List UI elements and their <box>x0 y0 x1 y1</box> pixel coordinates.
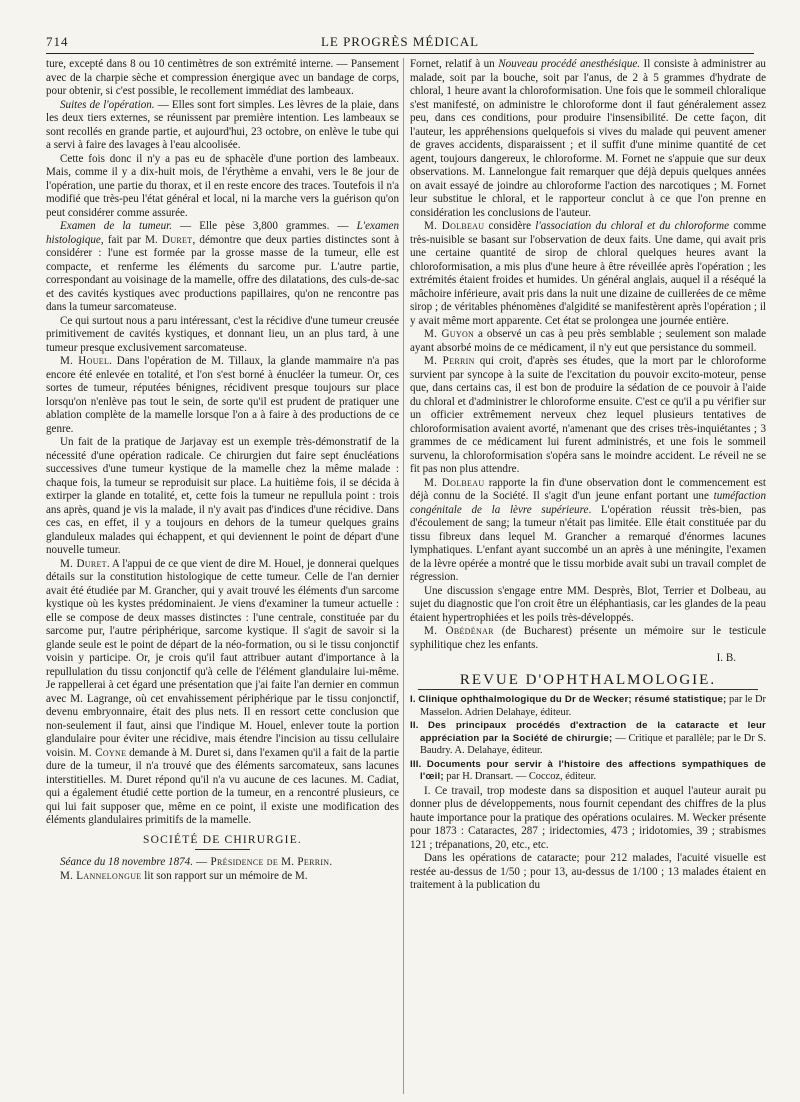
paragraph: ture, excepté dans 8 ou 10 centimètres de son extrémité interne. — Pansement avec de la charpie sèche et compression énergique avec un bandage de corps, pour obtenir, si c'est possible, le recollement immédiat des lambeaux. <box>46 58 399 97</box>
speaker-name: M. Perrin <box>424 355 475 367</box>
bibliography-item: II. Des principaux procédés d'extraction de la cataracte et leur appréciation par la Société de chirurgie; — Critique et parallèle; par le Dr S. Baudry. A. Delahaye, éditeur. <box>410 720 766 756</box>
paragraph: M. Dolbeau rapporte la fin d'une observation dont le commencement est déjà connu de la Société. Il s'agit d'un jeune enfant portant une tuméfaction congénitale de la lèvre supérieure. L'opération réussit très-bien, pas d'écoulement de sang; la tumeur n'était pas limitée. Elle était constituée par du tissu fibreux dans lequel M. Grancher a remarqué d'énormes lacunes lymphatiques. L'enfant ayant succombé un an après à une méningite, l'examen de la lèvre opérée a montré que le tissu morbide avait subi un travail complet de régression. <box>410 476 766 583</box>
paragraph: M. Houel. Dans l'opération de M. Tillaux, la glande mammaire n'a pas encore été enlevée en totalité, et l'on s'est borné à énucléer la tumeur. Or, ces sortes de tumeur, réputées bénignes, récidivent presque toujours sur place lorsqu'on n'enlève pas tout le sein, de sorte qu'il est prudent de pratiquer une ablation complète de la mamelle lorsque l'on a à faire à des productions de ce genre. <box>46 355 399 435</box>
paragraph: M. Dolbeau considère l'association du chloral et du chloroforme comme très-nuisible se basant sur l'observation de deux faits. Une dame, qui avait pris une certaine quantité de sirop de chloral quelques heures avant la chloroformisation, a mis plus d'une heure à être réveillée après l'opération ; les extrémités étaient froides et humides. Un général anglais, auquel il a réséqué la mâchoire inférieure, avait pris dans la nuit une dizaine de cuillerées de ce même sirop ; de véritables phénomènes d'algidité se manifestèrent après l'opération ; il y avait même mort apparente. Cet état se prolongea une journée entière. <box>410 220 766 327</box>
speaker-name: M. Duret <box>60 557 107 570</box>
speaker-name: M. Lannelongue <box>60 869 142 882</box>
paragraph: Ce qui surtout nous a paru intéressant, c'est la récidive d'une tumeur creusée primitivement de cavités kystiques, et donnant lieu, un an plus tard, à une tumeur presque exclusivement sarcomateuse. <box>46 314 399 354</box>
section-title-revue: REVUE D'OPHTHALMOLOGIE. <box>459 671 717 688</box>
bibliography-item: III. Documents pour servir à l'histoire des affections sympathiques de l'œil; par H. Dransart. — Coccoz, éditeur. <box>410 758 766 782</box>
speaker-name: M. Coyne <box>78 746 127 759</box>
speaker-name: M. Guyon <box>424 328 475 340</box>
paragraph: Examen de la tumeur. — Elle pèse 3,800 grammes. — L'examen histologique, fait par M. Duret, démontre que deux parties distinctes sont à considérer : l'une est formée par la grosse masse de la tumeur, elle est compacte, et renferme les éléments du sarcome pur. L'autre partie, correspondant au voisinage de la mamelle, offre des dilatations, des culs-de-sac et des cavités kystiques avec productions papillaires, qu'on ne rencontre pas dans la tumeur sarcomateuse. <box>46 220 399 313</box>
running-title: LE PROGRÈS MÉDICAL <box>320 34 480 49</box>
left-column <box>46 58 399 1094</box>
signature: I. B. <box>716 652 736 664</box>
section-rule <box>195 849 250 850</box>
paragraph: Fornet, relatif à un Nouveau procédé anesthésique. Il consiste à administrer au malade, soit par la bouche, soit par l'anus, de 2 à 5 grammes d'hydrate de chloral, 1 heure avant la chloroformisation. Une fois que le sommeil chloralique s'est manifesté, on administre le chloroforme dont il faut généralement assez peu, dans ces conditions, pour produire l'insensibilité. De cette façon, dit l'auteur, les appréhensions quelquefois si vives du malade qui peuvent amener de graves accidents, disparaissent ; et il suffit d'une minime quantité de cet agent, toujours dangereux, le chloroforme. M. Fornet ne s'appuie que sur deux observations. M. Lannelongue fait remarquer que déjà depuis quelques années on avait essayé de joindre au chloroforme l'action des narcotiques ; M. Fornet leur substitue le chloral, et le rapporteur conclut à ce que l'on prenne en considération les conclusions de l'auteur. <box>410 58 766 219</box>
section-rule <box>418 689 758 690</box>
column-divider <box>403 58 404 1094</box>
bibliography-item: I. Clinique ophthalmologique du Dr de Wecker; résumé statistique; par le Dr Masselon. Adrien Delahaye, éditeur. <box>410 694 766 718</box>
paragraph: M. Obédénar (de Bucharest) présente un mémoire sur le testicule syphilitique chez les enfants. <box>410 625 766 651</box>
paragraph: Dans les opérations de cataracte; pour 212 malades, l'acuité visuelle est restée au-dessus de 1/50 ; pour 13, au-dessus de 1/100 ; 13 malades étaient en traitement à la publication du <box>410 852 766 891</box>
paragraph: I. Ce travail, trop modeste dans sa disposition et auquel l'auteur aurait pu donner plus de développements, nous fournit cependant des chiffres de la plus haute importance pour la pratique des opérations oculaires. M. Wecker présente pour 1873 : Cataractes, 287 ; iridectomies, 473 ; iridotomies, 39 ; strabismes 121 ; trépanations, 20, etc., etc. <box>410 784 766 851</box>
author-name: Duret <box>162 233 193 246</box>
paragraph: Une discussion s'engage entre MM. Desprès, Blot, Terrier et Dolbeau, au sujet du diagnostic que l'on croit être un éléphantiasis, car les glandes de la peau étaient hypertrophiées et les poils très-développés. <box>410 584 766 624</box>
speaker-name: M. Dolbeau <box>424 476 485 489</box>
speaker-name: M. Houel <box>60 355 110 367</box>
paragraph: M. Duret. A l'appui de ce que vient de dire M. Houel, je donnerai quelques détails sur la constitution histologique de cette tumeur. Celle de l'an dernier avait été étudiée par M. Grancher, qui y avait trouvé les éléments d'un sarcome kystique où les kystes prédominaient. Je viens d'examiner la tumeur actuelle : elle se compose de deux masses distinctes : l'une centrale, constituée par du sarcome pur, l'autre périphérique, sarcome kystique. Il s'agit de savoir si la glande seule est le point de départ de la néo-formation, ou si le tissu conjonctif voisin y participe. Or, je crois qu'il faut attribuer autant d'importance à la repullulation du tissu conjonctif qu'à celle de l'élément glandulaire lui-même. Je rappellerai à cet égard une présentation que j'ai faite l'an dernier en commun avec M. Lagrange, où cet envahissement périphérique par le tissu conjonctif, devenu embryonnaire, était des plus nets. Il en ressort cette conclusion que non-seulement il faut, ainsi que l'indique M. Houel, enlever toute la portion glandulaire pour éviter une récidive, mais étendre l'incision au tissu cellulaire voisin. M. Coyne demande à M. Duret si, dans l'examen qu'il a fait de la partie dure de la tumeur, il n'a trouvé que des éléments sarcomateux, sans lacunes interstitielles. M. Duret répond qu'il n'a vu aucune de ces lacunes. M. Cadiat, qui a également étudié cette portion de la tumeur, en a rencontré plusieurs, ce qui lui fait supposer que, même en ce point, il existe une modification des éléments glandulaires primitifs de la mamelle. <box>46 557 399 826</box>
paragraph: M. Perrin qui croit, d'après ses études, que la mort par le chloroforme survient par syncope à la suite de l'excitation du pouvoir excito-moteur, pense que, dans certains cas, il est bon de produire la sédation de ce pouvoir à l'aide du chloral et d'administrer le chloroforme ensuite. C'est ce qu'il a pu vérifier sur un officier extrêmement nerveux chez lequel plusieurs tentatives de chloroformisation avaient avorté, n'amenant que des crises très-inquiétantes ; 3 grammes de ce médicament lui furent administrés, et une fois le sommeil survenu, la chloroformisation s'opéra sans le moindre accident. Le réveil ne se fit pas non plus attendre. <box>410 355 766 475</box>
paragraph: M. Guyon a observé un cas à peu près semblable ; seulement son malade ayant absorbé moins de ce médicament, il n'y eut que persistance du sommeil. <box>410 328 766 354</box>
speaker-name: M. Dolbeau <box>424 220 485 232</box>
page-header <box>46 26 754 54</box>
run-in-heading: Suites de l'opération. <box>60 98 155 111</box>
seance-line: Séance du 18 novembre 1874. — Présidence de M. Perrin. <box>60 856 333 868</box>
paragraph: M. Lannelongue lit son rapport sur un mémoire de M. <box>60 869 308 882</box>
page-number: 714 <box>46 34 69 49</box>
paragraph: Cette fois donc il n'y a pas eu de sphacèle d'une portion des lambeaux. Mais, comme il y a dix-huit mois, de l'érythème a envahi, vers le 8e jour de l'opération, une partie du thorax, et il en reste encore des traces. Toutefois il n'a modifié que très-peu l'état général et local, ni la marche vers la guérison qu'on peut considérer comme assurée. <box>46 152 399 219</box>
speaker-name: M. Obédénar <box>424 625 494 637</box>
run-in-heading: Examen de la tumeur. <box>60 220 172 232</box>
paragraph: Un fait de la pratique de Jarjavay est un exemple très-démonstratif de la nécessité d'une opération radicale. Ce chirurgien dut faire sept énucléations successives d'une tumeur kystique de la mamelle chez la même malade : chaque fois, la tumeur se reproduisit sur place. La huitième fois, il se décida à extirper la glande en totalité, et, cette fois la tumeur ne repullula point : trois ans après, quand je vis la malade, il n'y avait pas d'indices d'une récidive. Dans ces cas, en effet, il y a toujours en dehors de la tumeur quelques grains glanduleux malades qui échappent, et qui deviennent le point de départ d'une nouvelle tumeur. <box>46 436 399 556</box>
paragraph: Suites de l'opération. — Elles sont fort simples. Les lèvres de la plaie, dans les deux tiers externes, se réunissent par première intention. Les lambeaux se sont recollés en grande partie, et aujourd'hui, 23 octobre, on enlève le tube qui a servi à faire des lavages à l'eau alcoolisée. <box>46 98 399 151</box>
right-column <box>410 58 766 1094</box>
section-title: SOCIÉTÉ DE CHIRURGIE. <box>142 833 303 846</box>
